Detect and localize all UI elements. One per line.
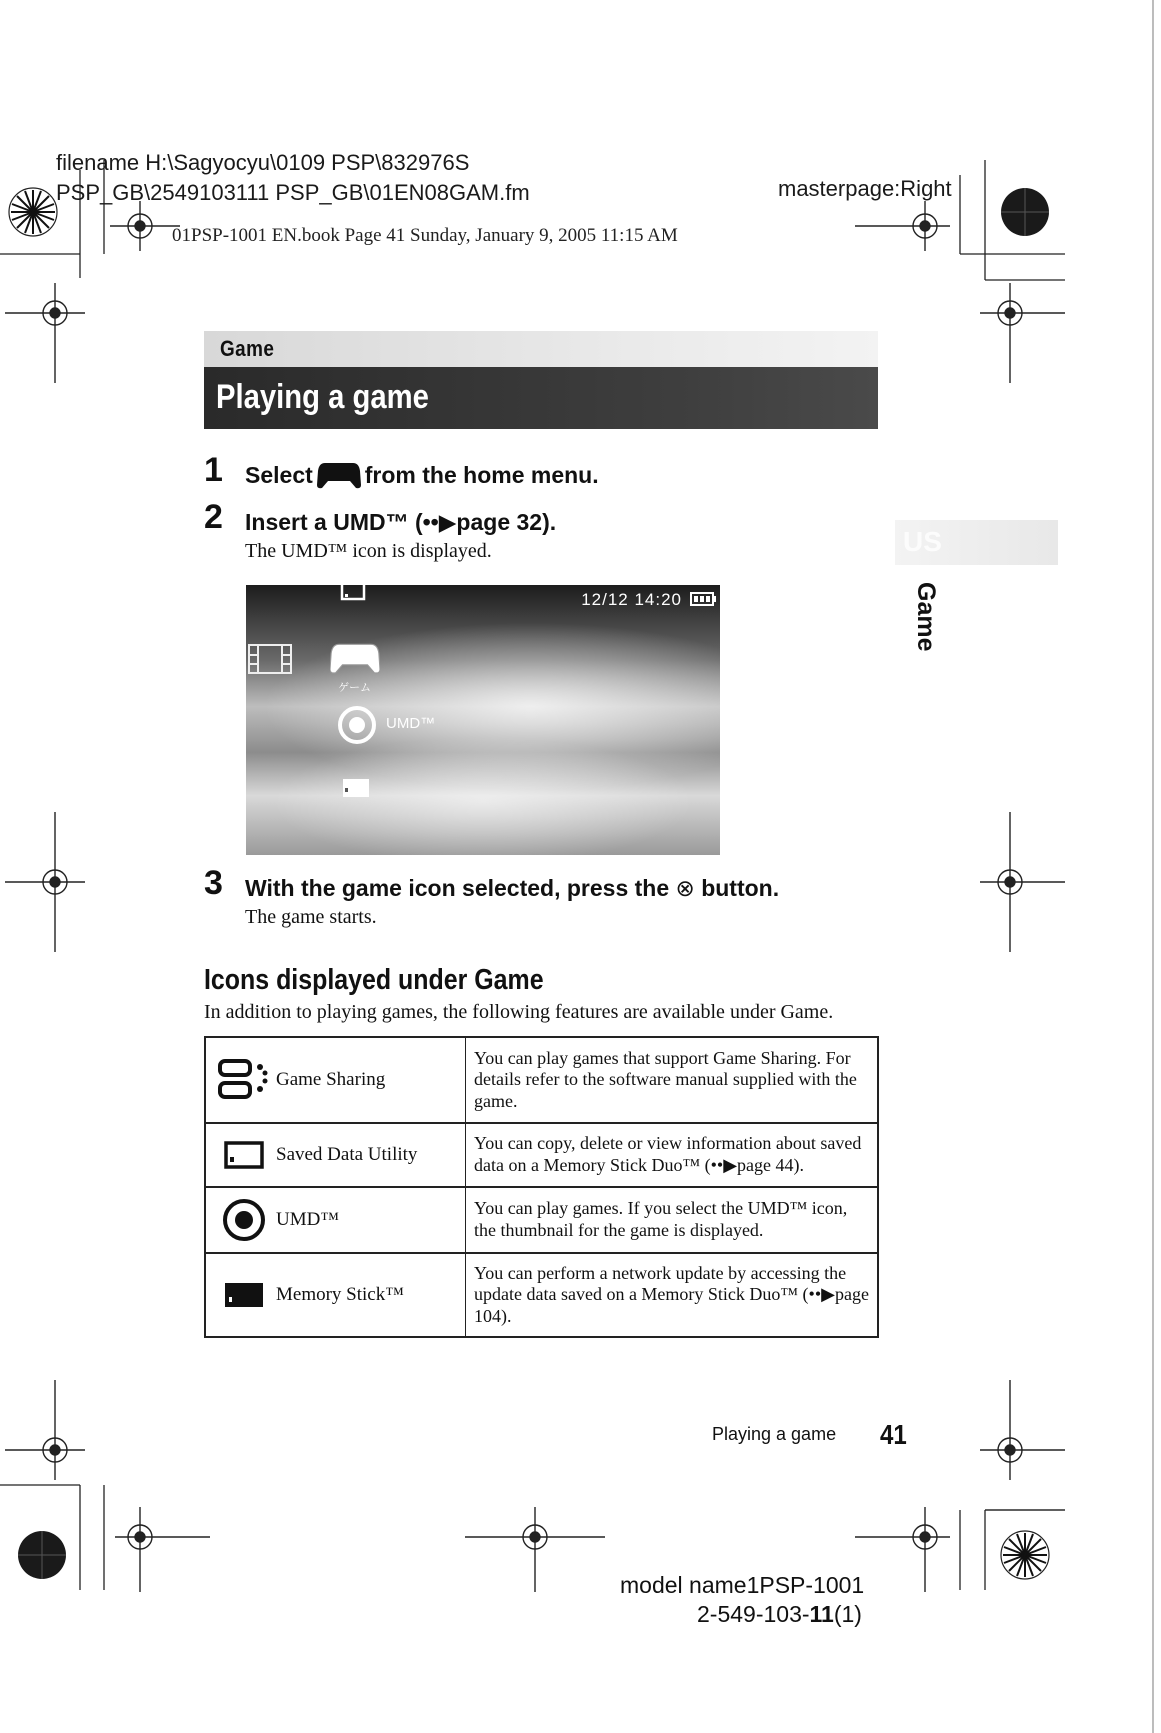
filename-line-2: PSP_GB\2549103111 PSP_GB\01EN08GAM.fm bbox=[56, 180, 530, 205]
table-row bbox=[205, 1187, 878, 1253]
step-1-number: 1 bbox=[204, 451, 223, 489]
memory-stick-icon bbox=[223, 1280, 265, 1310]
umd-menu-icon bbox=[337, 705, 377, 745]
step-2-number: 2 bbox=[204, 498, 223, 536]
step-1-text: Select from the home menu. bbox=[245, 461, 599, 488]
home-menu-screenshot bbox=[246, 585, 720, 855]
memory-stick-menu-icon bbox=[342, 778, 370, 798]
model-name: model name1PSP-1001 bbox=[620, 1572, 865, 1598]
title-band bbox=[204, 367, 878, 429]
step-3-number: 3 bbox=[204, 864, 223, 902]
step-2-description: The UMD™ icon is displayed. bbox=[245, 540, 492, 562]
clock-readout: 12/12 14:20 bbox=[581, 590, 682, 609]
battery-icon bbox=[690, 592, 716, 606]
side-tab-text: US bbox=[903, 526, 942, 557]
saved-data-icon bbox=[223, 1140, 265, 1170]
table-row bbox=[205, 1123, 878, 1187]
umd-icon bbox=[221, 1197, 267, 1243]
side-tab bbox=[895, 520, 1058, 565]
table-row bbox=[205, 1253, 878, 1337]
row-name: UMD™ bbox=[276, 1208, 339, 1230]
row-name: Game Sharing bbox=[276, 1068, 386, 1090]
icons-section-heading: Icons displayed under Game bbox=[204, 964, 544, 996]
row-description: You can copy, delete or view information about saved data on a Memory Stick Duo™ (••▶page 44). bbox=[466, 1123, 879, 1187]
game-controller-icon bbox=[317, 461, 361, 489]
saved-data-menu-icon bbox=[340, 585, 366, 603]
section-tag-band bbox=[204, 331, 878, 367]
game-sharing-icon bbox=[216, 1057, 272, 1103]
book-info: 01PSP-1001 EN.book Page 41 Sunday, January 9, 2005 11:15 AM bbox=[172, 225, 678, 246]
step-3-text: With the game icon selected, press the ⊗ button. bbox=[245, 875, 780, 902]
umd-menu-label: UMD™ bbox=[386, 715, 436, 732]
masterpage-label: masterpage:Right bbox=[778, 176, 952, 201]
step-3-description: The game starts. bbox=[245, 906, 377, 928]
game-menu-icon bbox=[330, 641, 380, 675]
icons-table bbox=[204, 1036, 879, 1338]
icons-section-intro: In addition to playing games, the following features are available under Game. bbox=[204, 1001, 834, 1023]
row-description: You can play games. If you select the UMD™ icon, the thumbnail for the game is displayed. bbox=[466, 1187, 879, 1253]
video-menu-icon bbox=[248, 643, 292, 675]
part-number: 2-549-103-11(1) bbox=[697, 1601, 862, 1627]
row-name: Memory Stick™ bbox=[276, 1283, 404, 1305]
page-number: 41 bbox=[880, 1419, 907, 1450]
row-description: You can play games that support Game Sharing. For details refer to the software manual supplied with the game. bbox=[466, 1037, 879, 1123]
page-title: Playing a game bbox=[216, 378, 429, 416]
section-tag: Game bbox=[220, 336, 275, 361]
game-menu-label: ゲーム bbox=[338, 682, 371, 694]
filename-line-1: filename H:\Sagyocyu\0109 PSP\832976S bbox=[56, 150, 470, 175]
step-2-text: Insert a UMD™ (••▶page 32). bbox=[245, 509, 557, 535]
row-name: Saved Data Utility bbox=[276, 1143, 418, 1165]
table-row bbox=[205, 1037, 878, 1123]
cross-button-icon: ⊗ bbox=[675, 876, 695, 902]
running-title: Playing a game bbox=[712, 1424, 837, 1444]
side-section-label: Game bbox=[912, 582, 940, 652]
row-description: You can perform a network update by accessing the update data saved on a Memory Stick Duo™ (••▶page 104). bbox=[466, 1253, 879, 1337]
